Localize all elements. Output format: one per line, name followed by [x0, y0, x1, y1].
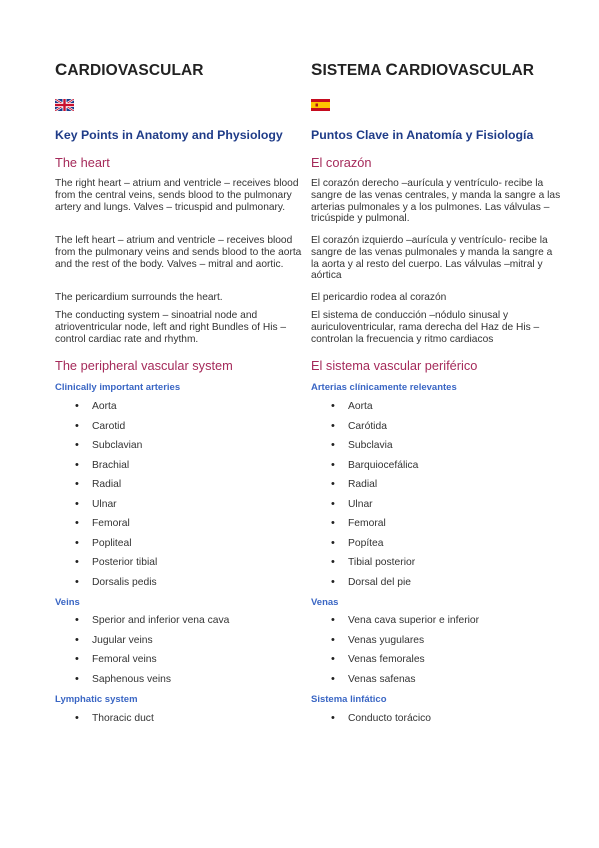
list-item: • Venas yugulares	[311, 631, 479, 651]
list-item: • Popítea	[311, 534, 418, 554]
list-item: • Dorsal del pie	[311, 573, 418, 593]
list-item: • Radial	[311, 475, 418, 495]
paragraph: The left heart – atrium and ventricle – receives blood from the pulmonary veins and sends blood to the aorta and the rest of the body. Valves – mitral and aortic.	[55, 235, 302, 270]
spanish-subtitle: Puntos Clave in Anatomía y Fisiología	[311, 128, 534, 142]
uk-flag-icon	[55, 99, 74, 111]
list-item: • Sperior and inferior vena cava	[55, 611, 229, 631]
spain-flag-icon	[311, 99, 330, 111]
paragraph: The pericardium surrounds the heart.	[55, 292, 223, 303]
vascular-heading: El sistema vascular periférico	[311, 358, 478, 373]
paragraph: El corazón derecho –aurícula y ventrículo- recibe la sangre de las venas centrales, y manda la sangre a las arterias pulmonales y a los pulmones. Las válvulas – tricúspide y pulmonal.	[311, 178, 561, 225]
arteries-list	[55, 397, 157, 592]
list-item: • Carótida	[311, 417, 418, 437]
veins-heading: Venas	[311, 597, 339, 608]
list-item: • Popliteal	[55, 534, 157, 554]
english-title: CARDIOVASCULAR	[55, 60, 204, 79]
paragraph: El corazón izquierdo –aurícula y ventrículo- recibe la sangre de las venas pulmonales y manda la sangre a la aorta y al resto del cuerpo. Las válvulas –mitral y aórtica	[311, 235, 553, 282]
list-item: • Venas safenas	[311, 670, 479, 690]
list-item: • Carotid	[55, 417, 157, 437]
list-item: • Subclavia	[311, 436, 418, 456]
veins-list	[55, 611, 229, 689]
veins-heading: Veins	[55, 597, 80, 608]
list-item: • Brachial	[55, 456, 157, 476]
vascular-heading: The peripheral vascular system	[55, 358, 233, 373]
arteries-list	[311, 397, 418, 592]
list-item: • Ulnar	[55, 495, 157, 515]
paragraph: El pericardio rodea al corazón	[311, 292, 447, 303]
paragraph: The right heart – atrium and ventricle – receives blood from the central veins, sends blood to the pulmonary artery and lungs. Valves – tricuspid and pulmonary.	[55, 178, 299, 213]
list-item: • Jugular veins	[55, 631, 229, 651]
list-item: • Posterior tibial	[55, 553, 157, 573]
heart-heading: El corazón	[311, 155, 372, 170]
list-item: • Vena cava superior e inferior	[311, 611, 479, 631]
list-item: • Aorta	[55, 397, 157, 417]
heart-heading: The heart	[55, 155, 110, 170]
lymph-heading: Sistema linfático	[311, 694, 387, 705]
list-item: • Barquiocefálica	[311, 456, 418, 476]
lymph-list	[55, 709, 154, 729]
arteries-heading: Arterias clínicamente relevantes	[311, 382, 457, 393]
spanish-title: SISTEMA CARDIOVASCULAR	[311, 60, 535, 79]
arteries-heading: Clinically important arteries	[55, 382, 181, 393]
list-item: • Saphenous veins	[55, 670, 229, 690]
list-item: • Radial	[55, 475, 157, 495]
list-item: • Tibial posterior	[311, 553, 418, 573]
list-item: • Ulnar	[311, 495, 418, 515]
list-item: • Venas femorales	[311, 650, 479, 670]
lymph-heading: Lymphatic system	[55, 694, 138, 705]
lymph-list	[311, 709, 431, 729]
list-item: • Aorta	[311, 397, 418, 417]
list-item: • Femoral	[55, 514, 157, 534]
paragraph: El sistema de conducción –nódulo sinusal y auriculoventricular, rama derecha del Haz de His – controlan la frecuencia y ritmo cardiacos	[311, 310, 540, 345]
list-item: • Dorsalis pedis	[55, 573, 157, 593]
list-item: • Femoral veins	[55, 650, 229, 670]
list-item: • Thoracic duct	[55, 709, 154, 729]
veins-list	[311, 611, 479, 689]
list-item: • Femoral	[311, 514, 418, 534]
paragraph: The conducting system – sinoatrial node and atrioventricular node, left and right Bundles of His – control cardiac rate and rhythm.	[55, 310, 287, 345]
list-item: • Subclavian	[55, 436, 157, 456]
list-item: • Conducto torácico	[311, 709, 431, 729]
english-subtitle: Key Points in Anatomy and Physiology	[55, 128, 283, 142]
